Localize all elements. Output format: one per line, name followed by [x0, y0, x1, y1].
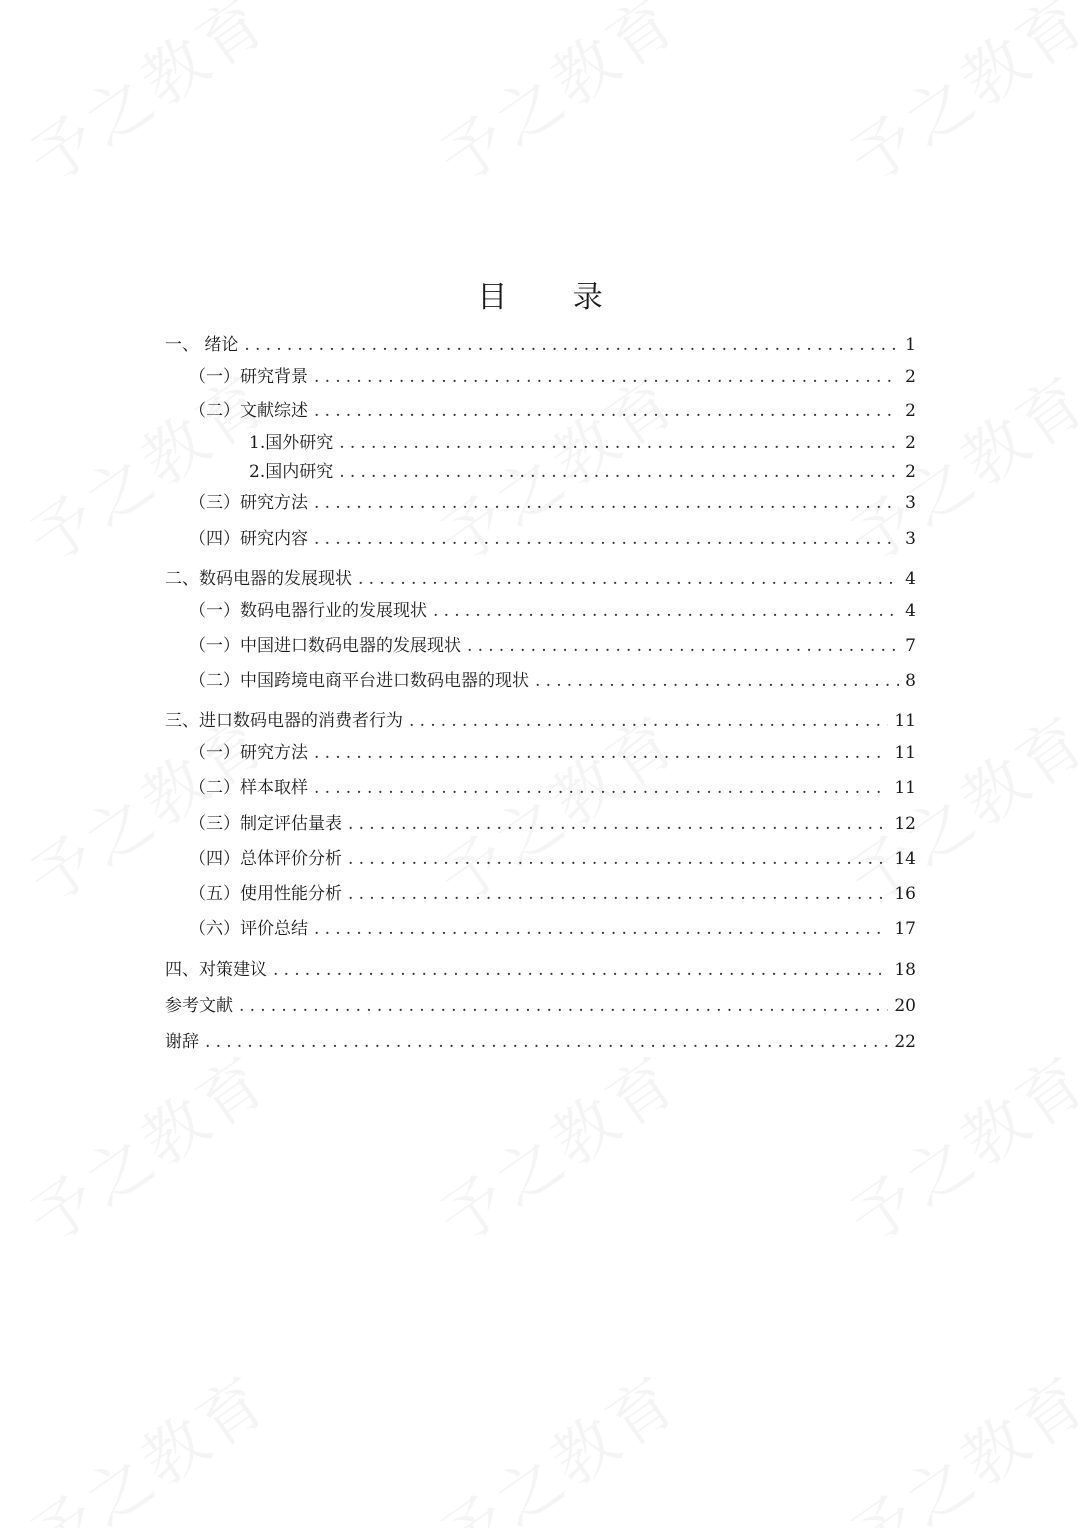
dot-leader — [314, 400, 899, 422]
toc-entry-page: 2 — [905, 462, 916, 482]
toc-entry-label: （六）评价总结 — [189, 919, 308, 939]
toc-entry-page: 3 — [905, 529, 916, 549]
watermark — [418, 1030, 694, 1261]
toc-entry-label: 谢辞 — [165, 1032, 199, 1052]
toc-entry[interactable] — [165, 813, 916, 835]
toc-entry-label: （二）文献综述 — [189, 401, 308, 421]
toc-entry-label: （五）使用性能分析 — [189, 884, 342, 904]
toc-entry-label: 二、数码电器的发展现状 — [165, 569, 352, 589]
dot-leader — [348, 848, 888, 870]
toc-entry[interactable] — [165, 334, 916, 356]
dot-leader — [535, 670, 899, 692]
toc-entry-page: 4 — [905, 569, 916, 589]
toc-entry-label: 一、 绪论 — [165, 335, 239, 355]
toc-entry-page: 11 — [894, 778, 916, 798]
toc-entry-page: 22 — [894, 1032, 916, 1052]
watermark — [8, 0, 284, 202]
toc-entry[interactable] — [165, 848, 916, 870]
toc-entry-page: 2 — [905, 433, 916, 453]
toc-entry[interactable] — [165, 710, 916, 732]
toc-entry-page: 7 — [905, 636, 916, 656]
watermark — [8, 1030, 284, 1261]
toc-entry-label: （一）研究背景 — [189, 367, 308, 387]
dot-leader — [314, 918, 888, 940]
dot-leader — [358, 568, 899, 590]
watermark — [418, 0, 694, 202]
dot-leader — [314, 742, 888, 764]
toc-entry-label: 1.国外研究 — [249, 433, 334, 453]
toc-entry[interactable] — [165, 635, 916, 657]
toc-entry[interactable] — [165, 492, 916, 514]
dot-leader — [205, 1031, 888, 1053]
toc-entry-page: 4 — [905, 601, 916, 621]
dot-leader — [339, 461, 899, 483]
dot-leader — [348, 883, 888, 905]
page-title: 目 录 — [477, 280, 631, 315]
toc-entry[interactable] — [165, 461, 916, 483]
dot-leader — [239, 995, 888, 1017]
toc-entry-label: （二）中国跨境电商平台进口数码电器的现状 — [189, 671, 529, 691]
watermark — [828, 1030, 1080, 1261]
toc-entry[interactable] — [165, 742, 916, 764]
dot-leader — [339, 432, 899, 454]
toc-entry-page: 2 — [905, 367, 916, 387]
toc-entry-page: 16 — [894, 884, 916, 904]
toc-entry-page: 12 — [894, 814, 916, 834]
toc-entry-label: （四）总体评价分析 — [189, 849, 342, 869]
toc-entry-label: 2.国内研究 — [249, 462, 334, 482]
dot-leader — [273, 959, 888, 981]
toc-entry[interactable] — [165, 959, 916, 981]
toc-entry[interactable] — [165, 600, 916, 622]
toc-entry-label: 参考文献 — [165, 996, 233, 1016]
toc-entry-label: （一）数码电器行业的发展现状 — [189, 601, 427, 621]
toc-entry[interactable] — [165, 995, 916, 1017]
dot-leader — [244, 334, 899, 356]
toc-entry[interactable] — [165, 1031, 916, 1053]
toc-entry-label: （三）研究方法 — [189, 493, 308, 513]
toc-entry-page: 18 — [894, 960, 916, 980]
toc-entry-label: （四）研究内容 — [189, 529, 308, 549]
dot-leader — [314, 528, 899, 550]
toc-entry[interactable] — [165, 432, 916, 454]
toc-entry-page: 1 — [905, 335, 916, 355]
toc-entry-label: （二）样本取样 — [189, 778, 308, 798]
watermark — [828, 0, 1080, 202]
toc-entry[interactable] — [165, 918, 916, 940]
dot-leader — [433, 600, 899, 622]
toc-entry-page: 3 — [905, 493, 916, 513]
dot-leader — [314, 492, 899, 514]
dot-leader — [314, 366, 899, 388]
watermark — [8, 1350, 284, 1528]
toc-entry[interactable] — [165, 528, 916, 550]
toc-entry[interactable] — [165, 670, 916, 692]
toc-entry[interactable] — [165, 883, 916, 905]
toc-entry-page: 8 — [905, 671, 916, 691]
toc-entry[interactable] — [165, 366, 916, 388]
dot-leader — [314, 777, 888, 799]
toc-entry-page: 11 — [894, 711, 916, 731]
toc-entry-label: 三、进口数码电器的消费者行为 — [165, 711, 403, 731]
toc-entry[interactable] — [165, 777, 916, 799]
watermark — [418, 1350, 694, 1528]
dot-leader — [409, 710, 888, 732]
toc-entry[interactable] — [165, 400, 916, 422]
toc-entry-page: 14 — [894, 849, 916, 869]
toc-entry-page: 11 — [894, 743, 916, 763]
toc-entry[interactable] — [165, 568, 916, 590]
toc-entry-page: 20 — [894, 996, 916, 1016]
toc-entry-label: （一）研究方法 — [189, 743, 308, 763]
toc-entry-label: 四、对策建议 — [165, 960, 267, 980]
dot-leader — [467, 635, 899, 657]
watermark — [828, 1350, 1080, 1528]
toc-entry-label: （三）制定评估量表 — [189, 814, 342, 834]
dot-leader — [348, 813, 888, 835]
toc-entry-label: （一）中国进口数码电器的发展现状 — [189, 636, 461, 656]
toc-entry-page: 17 — [894, 919, 916, 939]
toc-entry-page: 2 — [905, 401, 916, 421]
